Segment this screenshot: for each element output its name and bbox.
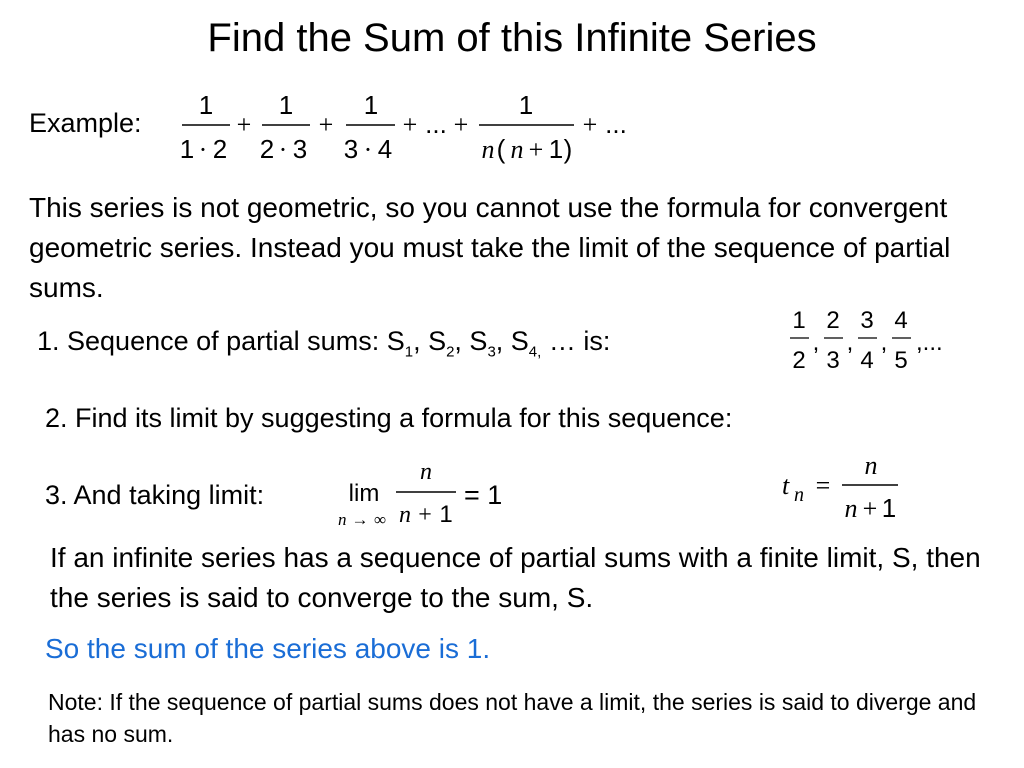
term1-numerator: 1 [198, 90, 214, 120]
limit-result: = 1 [464, 480, 503, 510]
term3-numerator: 1 [363, 90, 379, 120]
term3-den-a: 3 [343, 134, 359, 164]
step3-text: 3. And taking limit: [45, 480, 265, 510]
plus-sign: + [418, 502, 432, 528]
plus-sign: + [402, 110, 418, 139]
term2-numerator: 1 [278, 90, 294, 120]
note-text: Note: If the sequence of partial sums does not have a limit, the series is said to diverge and has no sum. [48, 689, 977, 747]
example-label: Example: [29, 108, 142, 138]
term2-den-b: 3 [292, 134, 308, 164]
sequence-formula [778, 448, 918, 528]
lim-numerator: n [420, 459, 432, 485]
formula-den-var: n [844, 494, 858, 523]
open-paren: ( [496, 134, 506, 164]
seq3-den: 4 [860, 347, 874, 374]
partial-sums-sequence [785, 300, 960, 380]
comma: , [880, 329, 888, 356]
sequence-tail: ,... [916, 329, 943, 356]
plus-sign: + [862, 494, 878, 523]
plus-sign: + [236, 110, 252, 139]
conclusion-text: So the sum of the series above is 1. [45, 633, 491, 664]
subscript-4: 4, [528, 343, 542, 361]
comma: , [846, 329, 854, 356]
term1-den-b: 2 [212, 134, 228, 164]
seq2-den: 3 [826, 347, 840, 374]
seq1-den: 2 [792, 347, 806, 374]
seq4-den: 5 [894, 347, 908, 374]
limit-expression [334, 455, 524, 535]
seq4-num: 4 [894, 307, 908, 334]
lim-den-const: 1 [439, 501, 453, 528]
lim-subscript-var: n [338, 510, 347, 529]
seq3-num: 3 [860, 307, 874, 334]
formula-lhs-sub: n [794, 484, 804, 506]
formula-den-const: 1 [881, 493, 897, 523]
subscript-3: 3 [487, 343, 496, 361]
example-series-formula [176, 86, 636, 166]
step1-text: 1. Sequence of partial sums: S [37, 326, 405, 356]
plus-sign: + [318, 110, 334, 139]
plus-sign: + [453, 110, 469, 139]
lim-den-var: n [399, 502, 411, 528]
close-paren: ) [563, 134, 573, 164]
term3-den-b: 4 [377, 134, 393, 164]
formula-numerator: n [864, 451, 878, 480]
term3-dot: · [363, 135, 373, 164]
term1-den-a: 1 [179, 134, 195, 164]
term2-dot: · [278, 135, 288, 164]
step2-text: 2. Find its limit by suggesting a formula for this sequence: [45, 403, 733, 433]
general-term-inner-const: 1 [548, 134, 564, 164]
equals-sign: = [815, 471, 831, 500]
step1-suffix: … is: [541, 326, 611, 356]
general-term-den-var: n [481, 135, 495, 164]
step1-line: 1. Sequence of partial sums: $S_1$, $S_2$, $S_3$, $S_{4,}$ … is: [37, 326, 611, 361]
plus-sign: + [528, 135, 544, 164]
lim-operator: lim [348, 480, 380, 507]
ellipsis: ... [425, 109, 447, 139]
general-term-inner-var: n [510, 135, 524, 164]
seq2-num: 2 [826, 307, 840, 334]
term2-den-a: 2 [259, 134, 275, 164]
explanation-paragraph: This series is not geometric, so you cannot use the formula for convergent geometric series. Instead you must take the limit of the sequence of partial sums. [29, 192, 951, 303]
slide-title: Find the Sum of this Infinite Series [207, 16, 817, 60]
plus-sign: + [582, 110, 598, 139]
subscript-1: 1 [404, 343, 414, 361]
general-term-numerator: 1 [518, 90, 534, 120]
lim-subscript-arrow: → [351, 510, 369, 529]
ellipsis: ... [605, 109, 627, 139]
comma: , [812, 329, 820, 356]
lim-subscript-infinity: ∞ [373, 510, 387, 529]
formula-lhs-var: t [782, 471, 790, 500]
seq1-num: 1 [792, 307, 806, 334]
subscript-2: 2 [446, 343, 455, 361]
term1-dot: · [198, 135, 208, 164]
convergence-definition: If an infinite series has a sequence of partial sums with a finite limit, S, then the series is said to converge to the sum, S. [50, 542, 981, 613]
